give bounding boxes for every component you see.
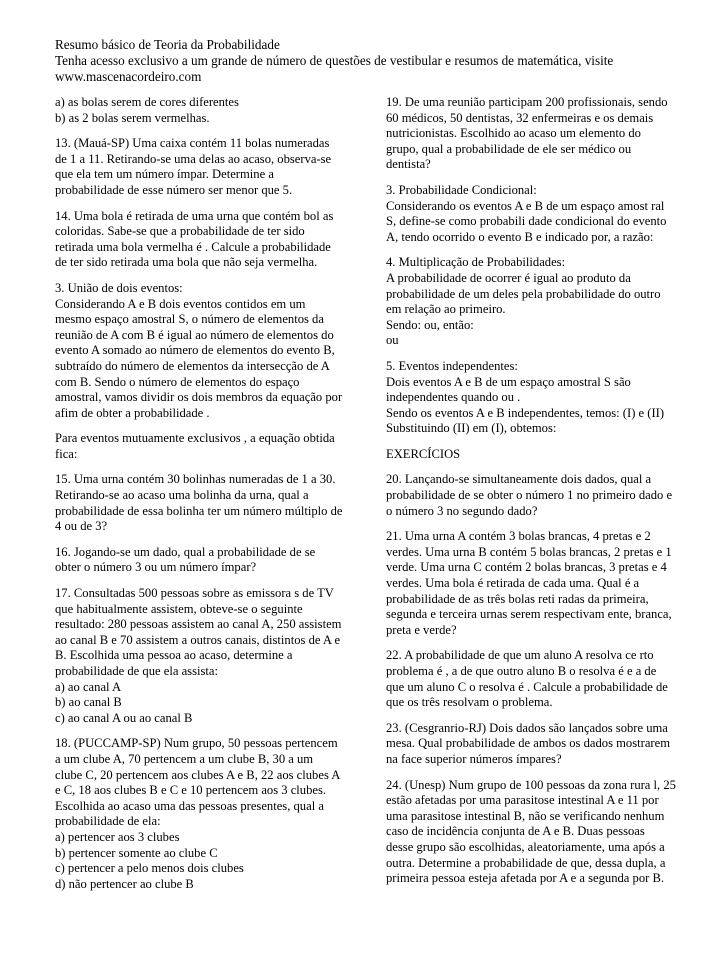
text-line: B. Escolhida uma pessoa ao acaso, determine a (55, 648, 293, 663)
text-line: reunião de A com B é igual ao número de elementos do (55, 327, 334, 342)
text-line: na face superior números ímpares? (386, 751, 562, 766)
right-paragraph (386, 529, 670, 638)
text-line: 22. A probabilidade de que um aluno A resolva ce rto (386, 648, 654, 663)
text-line: 23. (Cesgranrio-RJ) Dois dados são lançados sobre uma (386, 720, 668, 735)
text-line: preta e verde? (386, 622, 457, 637)
text-line: 20. Lançando-se simultaneamente dois dados, qual a (386, 472, 652, 487)
text-line: probabilidade de as três bolas reti radas da primeira, (386, 591, 649, 606)
text-line: subtraído do número de elementos da intersecção de A (55, 358, 330, 373)
text-line: verdes. Uma urna B contém 5 bolas brancas, 2 pretas e 1 (386, 544, 672, 559)
paragraph-gap (55, 126, 355, 136)
text-line: mesa. Qual probabilidade de ambos os dados mostrarem (386, 736, 670, 751)
text-line: 4. Multiplicação de Probabilidades: (386, 255, 566, 270)
paragraph-gap (55, 726, 355, 736)
left-paragraph (55, 209, 355, 271)
text-line: 14. Uma bola é retirada de uma urna que contém bol as (55, 208, 334, 223)
text-line: b) as 2 bolas serem vermelhas. (55, 110, 210, 125)
paragraph-gap (55, 421, 355, 431)
text-line: probabilidade de esse número ser menor que 5. (55, 182, 293, 197)
text-line: e C, 18 aos clubes B e C e 10 pertencem aos 3 clubes. (55, 783, 327, 798)
text-line: que habitualmente assistem, obteve-se o seguinte (55, 601, 303, 616)
text-line: Para eventos mutuamente exclusivos , a equação obtida (55, 431, 335, 446)
text-line: a) pertencer aos 3 clubes (55, 829, 180, 844)
text-line: 60 médicos, 50 dentistas, 32 enfermeiras e os demais (386, 110, 654, 125)
text-line: resultado: 280 pessoas assistem ao canal A, 250 assistem (55, 617, 342, 632)
text-line: o número 3 no segundo dado? (386, 503, 538, 518)
right-paragraph (386, 183, 670, 245)
paragraph-gap (386, 349, 670, 359)
text-line: probabilidade de um deles pela probabilidade do outro (386, 286, 661, 301)
text-line: nutricionistas. Escolhido ao acaso um elemento do (386, 126, 641, 141)
text-line: 24. (Unesp) Num grupo de 100 pessoas da zona rura l, 25 (386, 777, 676, 792)
header-description: Tenha acesso exclusivo a um grande de número de questões de vestibular e resumos de matemática, visite (55, 53, 614, 68)
paragraph-gap (386, 768, 670, 778)
text-line: uma parasitose intestinal B, não se verificando nenhum (386, 808, 665, 823)
document-header (55, 37, 695, 85)
text-line: estão afetadas por uma parasitose intestinal A e 11 por (386, 793, 659, 808)
text-line: A, tendo ocorrido o evento B e indicado por, a razão: (386, 229, 654, 244)
paragraph-gap (55, 271, 355, 281)
text-line: probabilidade de essa bolinha ter um número múltiplo de (55, 503, 343, 518)
left-paragraph (55, 586, 355, 726)
left-paragraph (55, 472, 355, 534)
text-line: 17. Consultadas 500 pessoas sobre as emissora s de TV (55, 586, 334, 601)
paragraph-gap (386, 173, 670, 183)
text-line: Sendo os eventos A e B independentes, temos: (I) e (II) (386, 405, 665, 420)
text-line: d) não pertencer ao clube B (55, 876, 194, 891)
left-paragraph (55, 136, 355, 198)
text-line: 13. (Mauá-SP) Uma caixa contém 11 bolas numeradas (55, 136, 330, 151)
text-line: que um aluno C o resolva é . Calcule a probabilidade de (386, 679, 668, 694)
text-line: verde. Uma urna C contém 2 bolas brancas, 3 pretas e 4 (386, 560, 667, 575)
right-paragraph (386, 255, 670, 349)
text-line: fica: (55, 446, 78, 461)
paragraph-gap (386, 519, 670, 529)
paragraph-gap (386, 711, 670, 721)
right-paragraph (386, 447, 670, 463)
text-line: obter o número 3 ou um número ímpar? (55, 560, 257, 575)
text-line: c) ao canal A ou ao canal B (55, 710, 193, 725)
text-line: que os três resolvam o problema. (386, 695, 553, 710)
left-paragraph (55, 736, 355, 892)
text-line: caso de incidência conjunta de A e B. Duas pessoas (386, 824, 645, 839)
text-line: 3. Probabilidade Condicional: (386, 182, 537, 197)
right-paragraph (386, 472, 673, 519)
left-paragraph (55, 545, 355, 576)
paragraph-gap (386, 245, 670, 255)
text-line: Retirando-se ao acaso uma bolinha da urna, qual a (55, 488, 309, 503)
text-line: com B. Sendo o número de elementos do espaço (55, 374, 300, 389)
text-line: evento A somado ao número de elementos do evento B, (55, 343, 335, 358)
text-line: de ter sido retirada uma bola que não seja vermelha. (55, 255, 318, 270)
right-paragraph (386, 648, 670, 710)
text-line: retirada uma bola vermelha é . Calcule a probabilidade (55, 239, 331, 254)
text-line: dentista? (386, 157, 431, 172)
text-line: EXERCÍCIOS (386, 446, 461, 461)
paragraph-gap (386, 638, 670, 648)
text-line: probabilidade de ela: (55, 814, 161, 829)
text-line: 16. Jogando-se um dado, qual a probabilidade de se (55, 544, 316, 559)
text-line: grupo, qual a probabilidade de ele ser médico ou (386, 141, 632, 156)
text-line: 19. De uma reunião participam 200 profissionais, sendo (386, 95, 668, 109)
text-line: Dois eventos A e B de um espaço amostral S são (386, 374, 631, 389)
left-paragraph (55, 95, 355, 126)
text-line: 21. Uma urna A contém 3 bolas brancas, 4 pretas e 2 (386, 529, 651, 544)
text-line: 4 ou de 3? (55, 519, 108, 534)
text-line: 18. (PUCCAMP-SP) Num grupo, 50 pessoas pertencem (55, 736, 338, 751)
text-line: c) pertencer a pelo menos dois clubes (55, 861, 244, 876)
paragraph-gap (386, 462, 670, 472)
right-paragraph (386, 721, 670, 768)
text-line: 15. Uma urna contém 30 bolinhas numeradas de 1 a 30. (55, 472, 336, 487)
paragraph-gap (386, 437, 670, 447)
text-line: a um clube A, 70 pertencem a um clube B, 30 a um (55, 751, 314, 766)
text-line: A probabilidade de ocorrer é igual ao produto da (386, 270, 631, 285)
text-line: Considerando os eventos A e B de um espaço amost ral (386, 198, 665, 213)
paragraph-gap (55, 576, 355, 586)
text-line: afim de obter a probabilidade . (55, 405, 210, 420)
text-line: b) ao canal B (55, 695, 122, 710)
right-column (386, 95, 676, 887)
text-line: Escolhida ao acaso uma das pessoas presentes, qual a (55, 798, 324, 813)
text-line: que ela tem um número ímpar. Determine a (55, 167, 274, 182)
header-website[interactable]: www.mascenacordeiro.com (55, 69, 202, 84)
text-line: 5. Eventos independentes: (386, 358, 518, 373)
text-line: probabilidade de se obter o número 1 no primeiro dado e (386, 488, 673, 503)
text-line: ou (386, 333, 399, 348)
text-line: Sendo: ou, então: (386, 317, 474, 332)
text-line: a) ao canal A (55, 679, 122, 694)
text-line: Considerando A e B dois eventos contidos em um (55, 296, 306, 311)
text-line: problema é , a de que outro aluno B o resolva é e a de (386, 664, 657, 678)
right-paragraph (386, 95, 670, 173)
paragraph-gap (55, 199, 355, 209)
text-line: primeira pessoa esteja afetada por A e a segunda por B. (386, 871, 665, 886)
text-line: Substituindo (II) em (I), obtemos: (386, 421, 557, 436)
text-line: de 1 a 11. Retirando-se uma delas ao acaso, observa-se (55, 151, 332, 166)
text-line: verdes. Uma bola é retirada de cada uma. Qual é a (386, 576, 640, 591)
left-column (55, 95, 355, 892)
paragraph-gap (55, 535, 355, 545)
text-line: ao canal B e 70 assistem a outros canais, distintos de A e (55, 632, 341, 647)
text-line: S, define-se como probabili dade condicional do evento (386, 214, 667, 229)
text-line: independentes quando ou . (386, 390, 521, 405)
paragraph-gap (55, 462, 355, 472)
text-line: outra. Determine a probabilidade de que, dessa dupla, a (386, 855, 666, 870)
header-title: Resumo básico de Teoria da Probabilidade (55, 37, 280, 52)
text-line: clube C, 20 pertencem aos clubes A e B, 22 aos clubes A (55, 767, 341, 782)
text-line: mesmo espaço amostral S, o número de elementos da (55, 312, 324, 327)
right-paragraph (386, 777, 676, 887)
text-line: b) pertencer somente ao clube C (55, 845, 218, 860)
text-line: amostral, vamos dividir os dois membros da equação por (55, 390, 343, 405)
text-line: a) as bolas serem de cores diferentes (55, 95, 239, 109)
left-paragraph (55, 431, 355, 462)
text-line: em relação ao primeiro. (386, 302, 506, 317)
text-line: desse grupo são escolhidas, aleatoriamente, uma após a (386, 839, 665, 854)
text-line: segunda e terceira urnas serem respectivam ente, branca, (386, 607, 672, 622)
text-line: 3. União de dois eventos: (55, 280, 183, 295)
text-line: probabilidade de que ela assista: (55, 664, 218, 678)
text-line: coloridas. Sabe-se que a probabilidade de ter sido (55, 224, 305, 239)
right-paragraph (386, 359, 670, 437)
left-paragraph (55, 281, 355, 421)
